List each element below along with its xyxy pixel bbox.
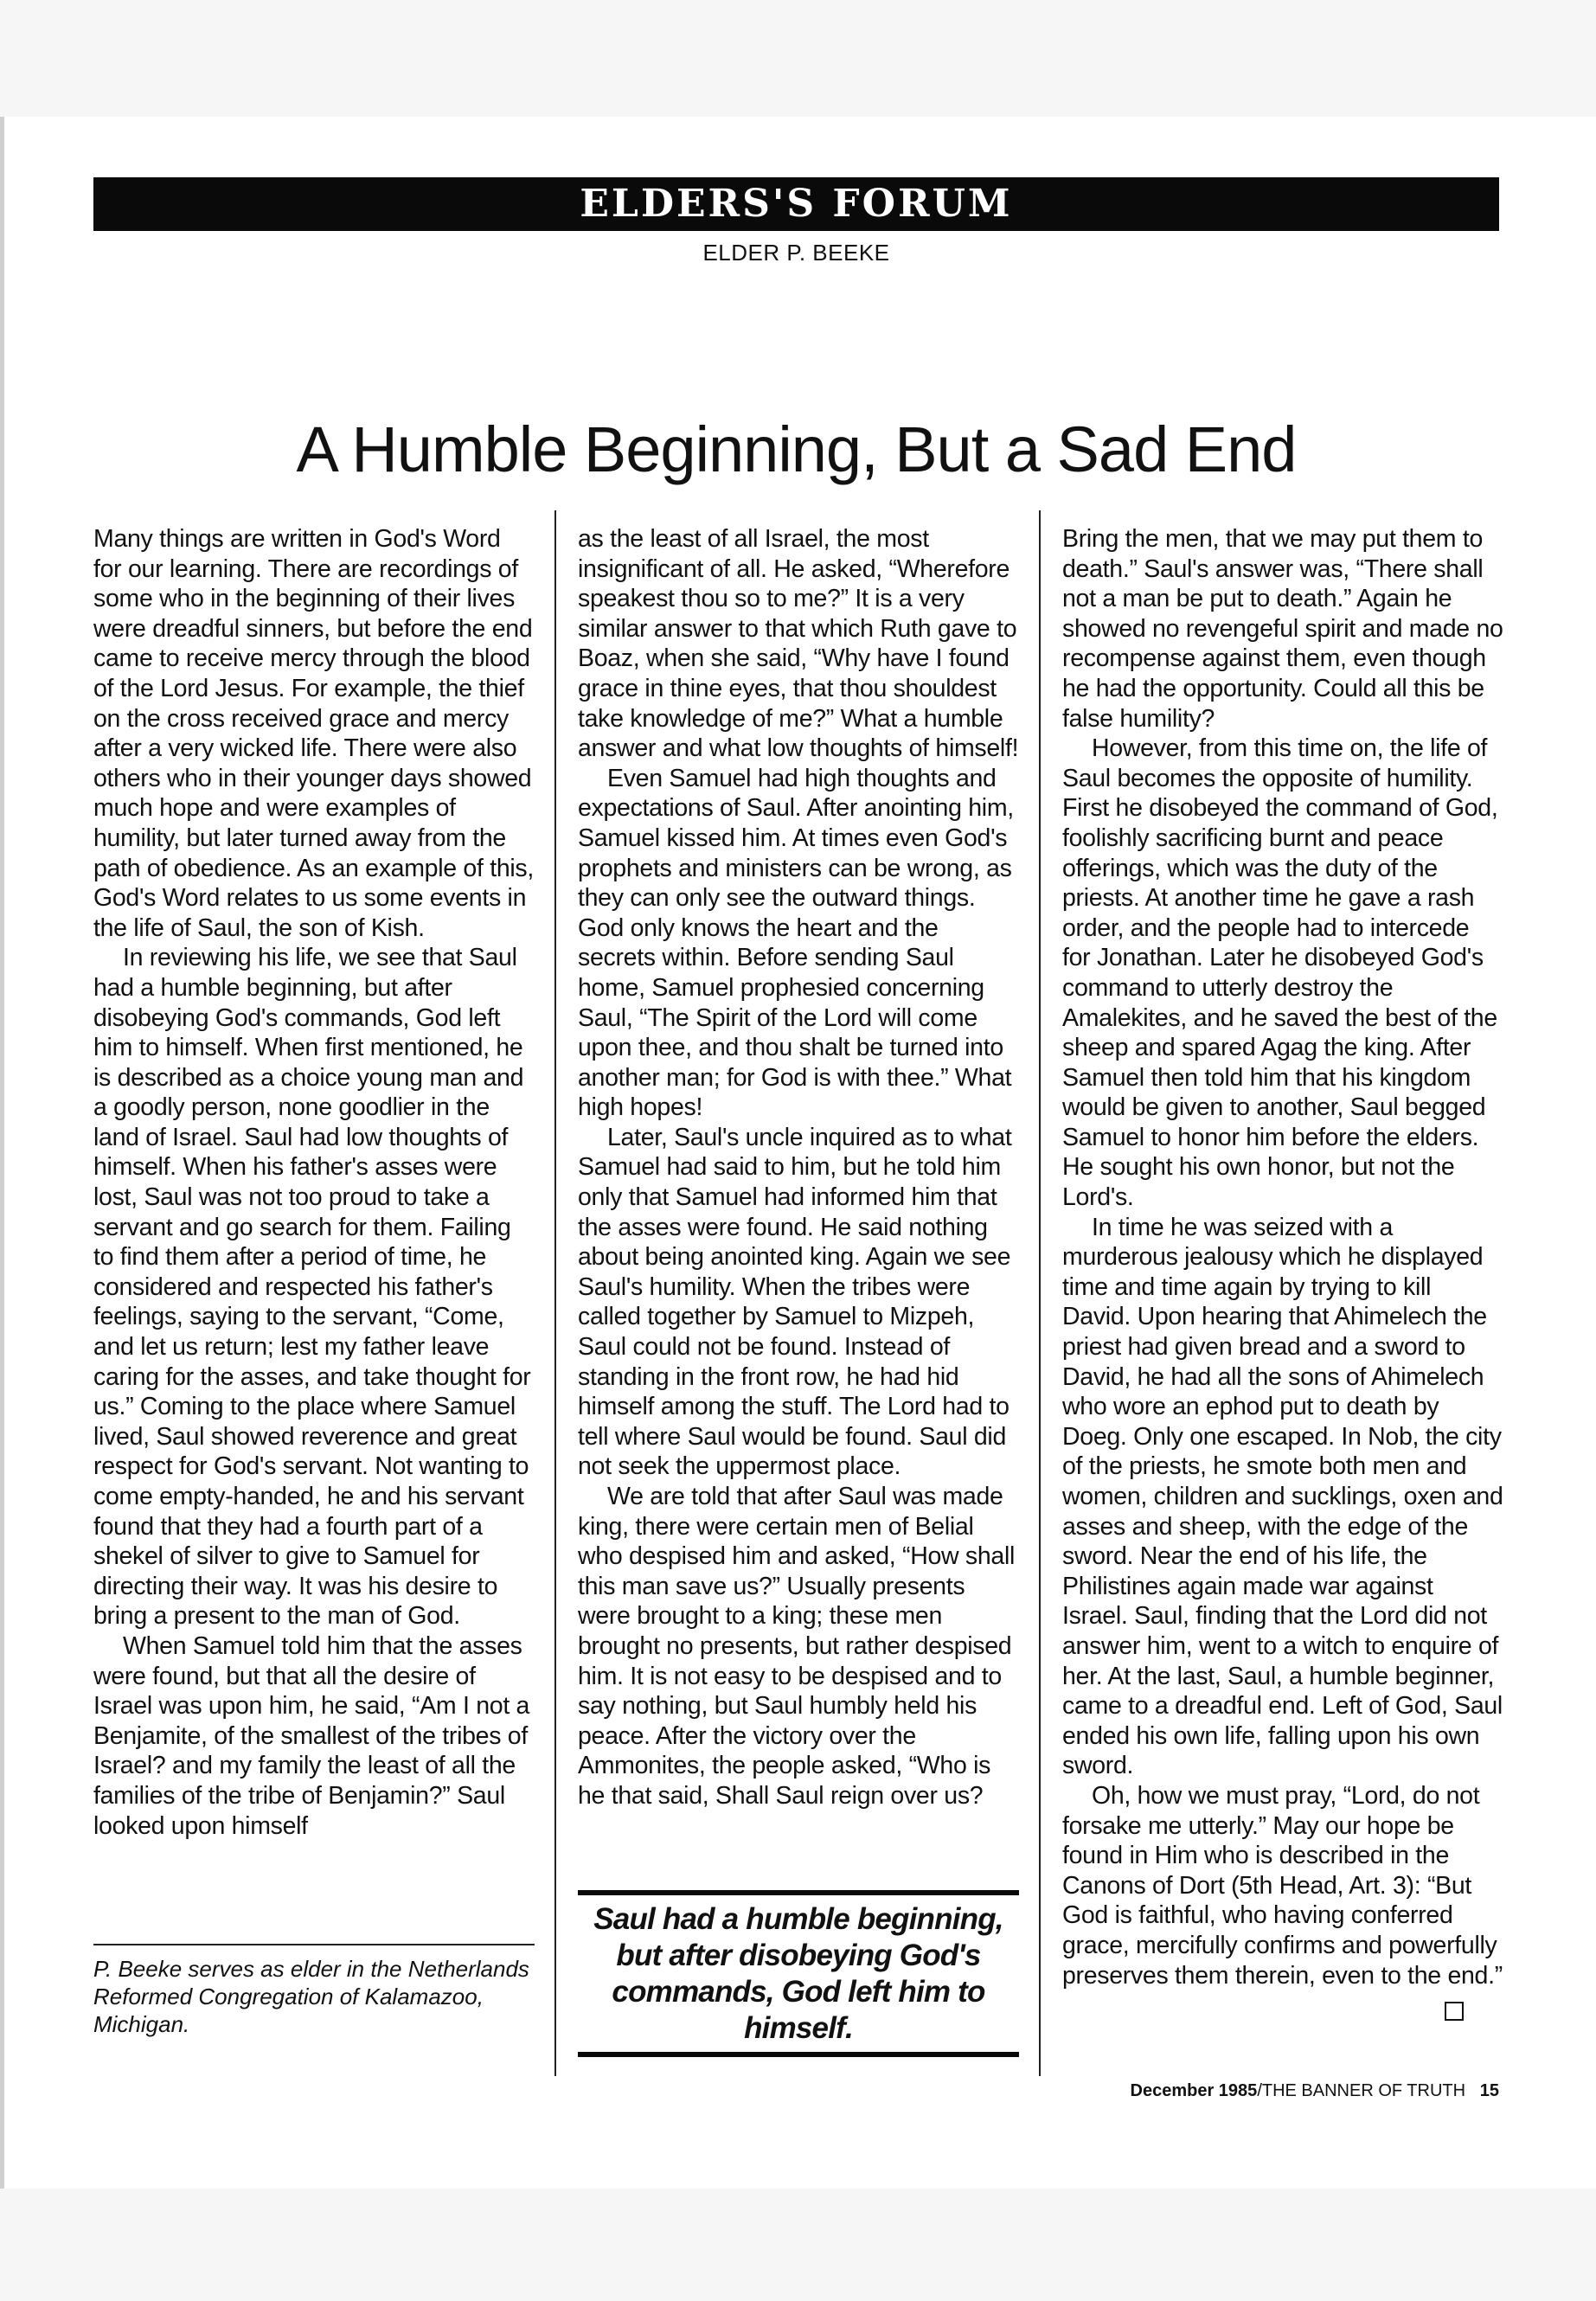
page-edge-shadow (0, 117, 4, 2189)
paragraph: We are told that after Saul was made king, there were certain men of Belial who despised him and asked, “How shall this man save us?” Usually presents were brought to a king; these men brought no presents, but rather despised him. It is not easy to be despised and to say nothing, but Saul humbly held his peace. After the victory over the Ammonites, the people asked, “Who is he that said, Shall Saul reign over us? (578, 1483, 1016, 1810)
paragraph: Bring the men, that we may put them to death.” Saul's answer was, “There shall not a man be put to death.” Again he showed no revengeful spirit and made no recompense against them, even though he had the opportunity. Could all this be false humility? (1062, 525, 1503, 733)
article-title: A Humble Beginning, But a Sad End (296, 413, 1297, 485)
end-of-article-icon (1445, 2002, 1464, 2021)
paragraph: Even Samuel had high thoughts and expectations of Saul. After anointing him, Samuel kissed him. At times even God's prophets and ministers can be wrong, as they can only see the outward things. God only knows the heart and the secrets within. Before sending Saul home, Samuel prophesied concerning Saul, “The Spirit of the Lord will come upon thee, and thou shalt be turned into another man; for God is with thee.” What high hopes! (578, 764, 1014, 1122)
footer-publication: /THE BANNER OF TRUTH (1257, 2081, 1466, 2100)
footer-date: December 1985 (1130, 2081, 1258, 2100)
author-bio: P. Beeke serves as elder in the Netherlands Reformed Congregation of Kalamazoo, Michigan. (93, 1956, 529, 2037)
scan-margin-bottom (0, 2189, 1596, 2301)
pull-quote-rule-bottom (578, 2052, 1019, 2057)
article-column-1 (93, 524, 535, 1841)
paragraph: Oh, how we must pray, “Lord, do not forsake me utterly.” May our hope be found in Him who is described in the Canons of Dort (5th Head, Art. 3): “But God is faithful, who having conferred grace, mercifully confirms and powerfully preserves them therein, even to the end.” (1062, 1781, 1503, 1990)
paragraph: When Samuel told him that the asses were found, but that all the desire of Israel was upon him, he said, “Am I not a Benjamite, of the smallest of the tribes of Israel? and my family the least of all the families of the tribe of Benjamin?” Saul looked upon himself (93, 1631, 530, 1840)
scan-margin-top (0, 0, 1596, 117)
pull-quote-rule-top (578, 1890, 1019, 1895)
author-line: ELDER P. BEEKE (702, 240, 890, 266)
column-divider-2 (1039, 510, 1041, 2076)
article-column-3 (1062, 524, 1503, 1990)
paragraph: Later, Saul's uncle inquired as to what Samuel had said to him, but he told him only that Samuel had informed him that the asses were found. He said nothing about being anointed king. Again we see Saul's humility. When the tribes were called together by Samuel to Mizpeh, Saul could not be found. Instead of standing in the front row, he had hid himself among the stuff. The Lord had to tell where Saul would be found. Saul did not seek the uppermost place. (578, 1123, 1012, 1481)
paragraph: In reviewing his life, we see that Saul had a humble beginning, but after disobeying God's commands, God left him to himself. When first mentioned, he is described as a choice young man and a goodly person, none goodlier in the land of Israel. Saul had low thoughts of himself. When his father's asses were lost, Saul was not too proud to take a servant and go search for them. Failing to find them after a period of time, he considered and respected his father's feelings, saying to the servant, “Come, and let us return; lest my father leave caring for the asses, and take thought for us.” Coming to the place where Samuel lived, Saul showed reverence and great respect for God's servant. Not wanting to come empty-handed, he and his servant found that they had a fourth part of a shekel of silver to give to Samuel for directing their way. It was his desire to bring a present to the man of God. (93, 944, 531, 1631)
paragraph: However, from this time on, the life of Saul becomes the opposite of humility. First he disobeyed the command of God, foolishly sacrificing burnt and peace offerings, which was the duty of the priests. At another time he gave a rash order, and the people had to intercede for Jonathan. Later he disobeyed God's command to utterly destroy the Amalekites, and he saved the best of the sheep and spared Agag the king. After Samuel then told him that his kingdom would be given to another, Saul begged Samuel to honor him before the elders. He sought his own honor, but not the Lord's. (1062, 734, 1498, 1212)
paragraph: Many things are written in God's Word for our learning. There are recordings of some who in the beginning of their lives were dreadful sinners, but before the end came to receive mercy through the blood of the Lord Jesus. For example, the thief on the cross received grace and mercy after a very wicked life. There were also others who in their younger days showed much hope and were examples of humility, but later turned away from the path of obedience. As an example of this, God's Word relates to us some events in the life of Saul, the son of Kish. (93, 525, 534, 942)
paragraph: as the least of all Israel, the most insignificant of all. He asked, “Wherefore speakest thou so to me?” It is a very similar answer to that which Ruth gave to Boaz, when she said, “Why have I found grace in thine eyes, that thou shouldest take knowledge of me?” What a humble answer and what low thoughts of himself! (578, 525, 1019, 763)
column-divider-1 (554, 510, 556, 2076)
pull-quote: Saul had a humble beginning, but after disobeying God's commands, God left him to himself. (593, 1902, 1003, 2045)
article-column-2 (578, 524, 1019, 1811)
section-banner: ELDERS'S FORUM (93, 177, 1499, 231)
bio-divider (93, 1944, 535, 1945)
page-footer (1131, 2080, 1499, 2102)
page-number: 15 (1479, 2081, 1499, 2100)
paragraph: In time he was seized with a murderous jealousy which he displayed time and time again by trying to kill David. Upon hearing that Ahimelech the priest had given bread and a sword to David, he had all the sons of Ahimelech who wore an ephod put to death by Doeg. Only one escaped. In Nob, the city of the priests, he smote both men and women, children and sucklings, oxen and asses and sheep, with the edge of the sword. Near the end of his life, the Philistines again made war against Israel. Saul, finding that the Lord did not answer him, went to a witch to enquire of her. At the last, Saul, a humble beginner, came to a dreadful end. Left of God, Saul ended his own life, falling upon his own sword. (1062, 1213, 1503, 1780)
